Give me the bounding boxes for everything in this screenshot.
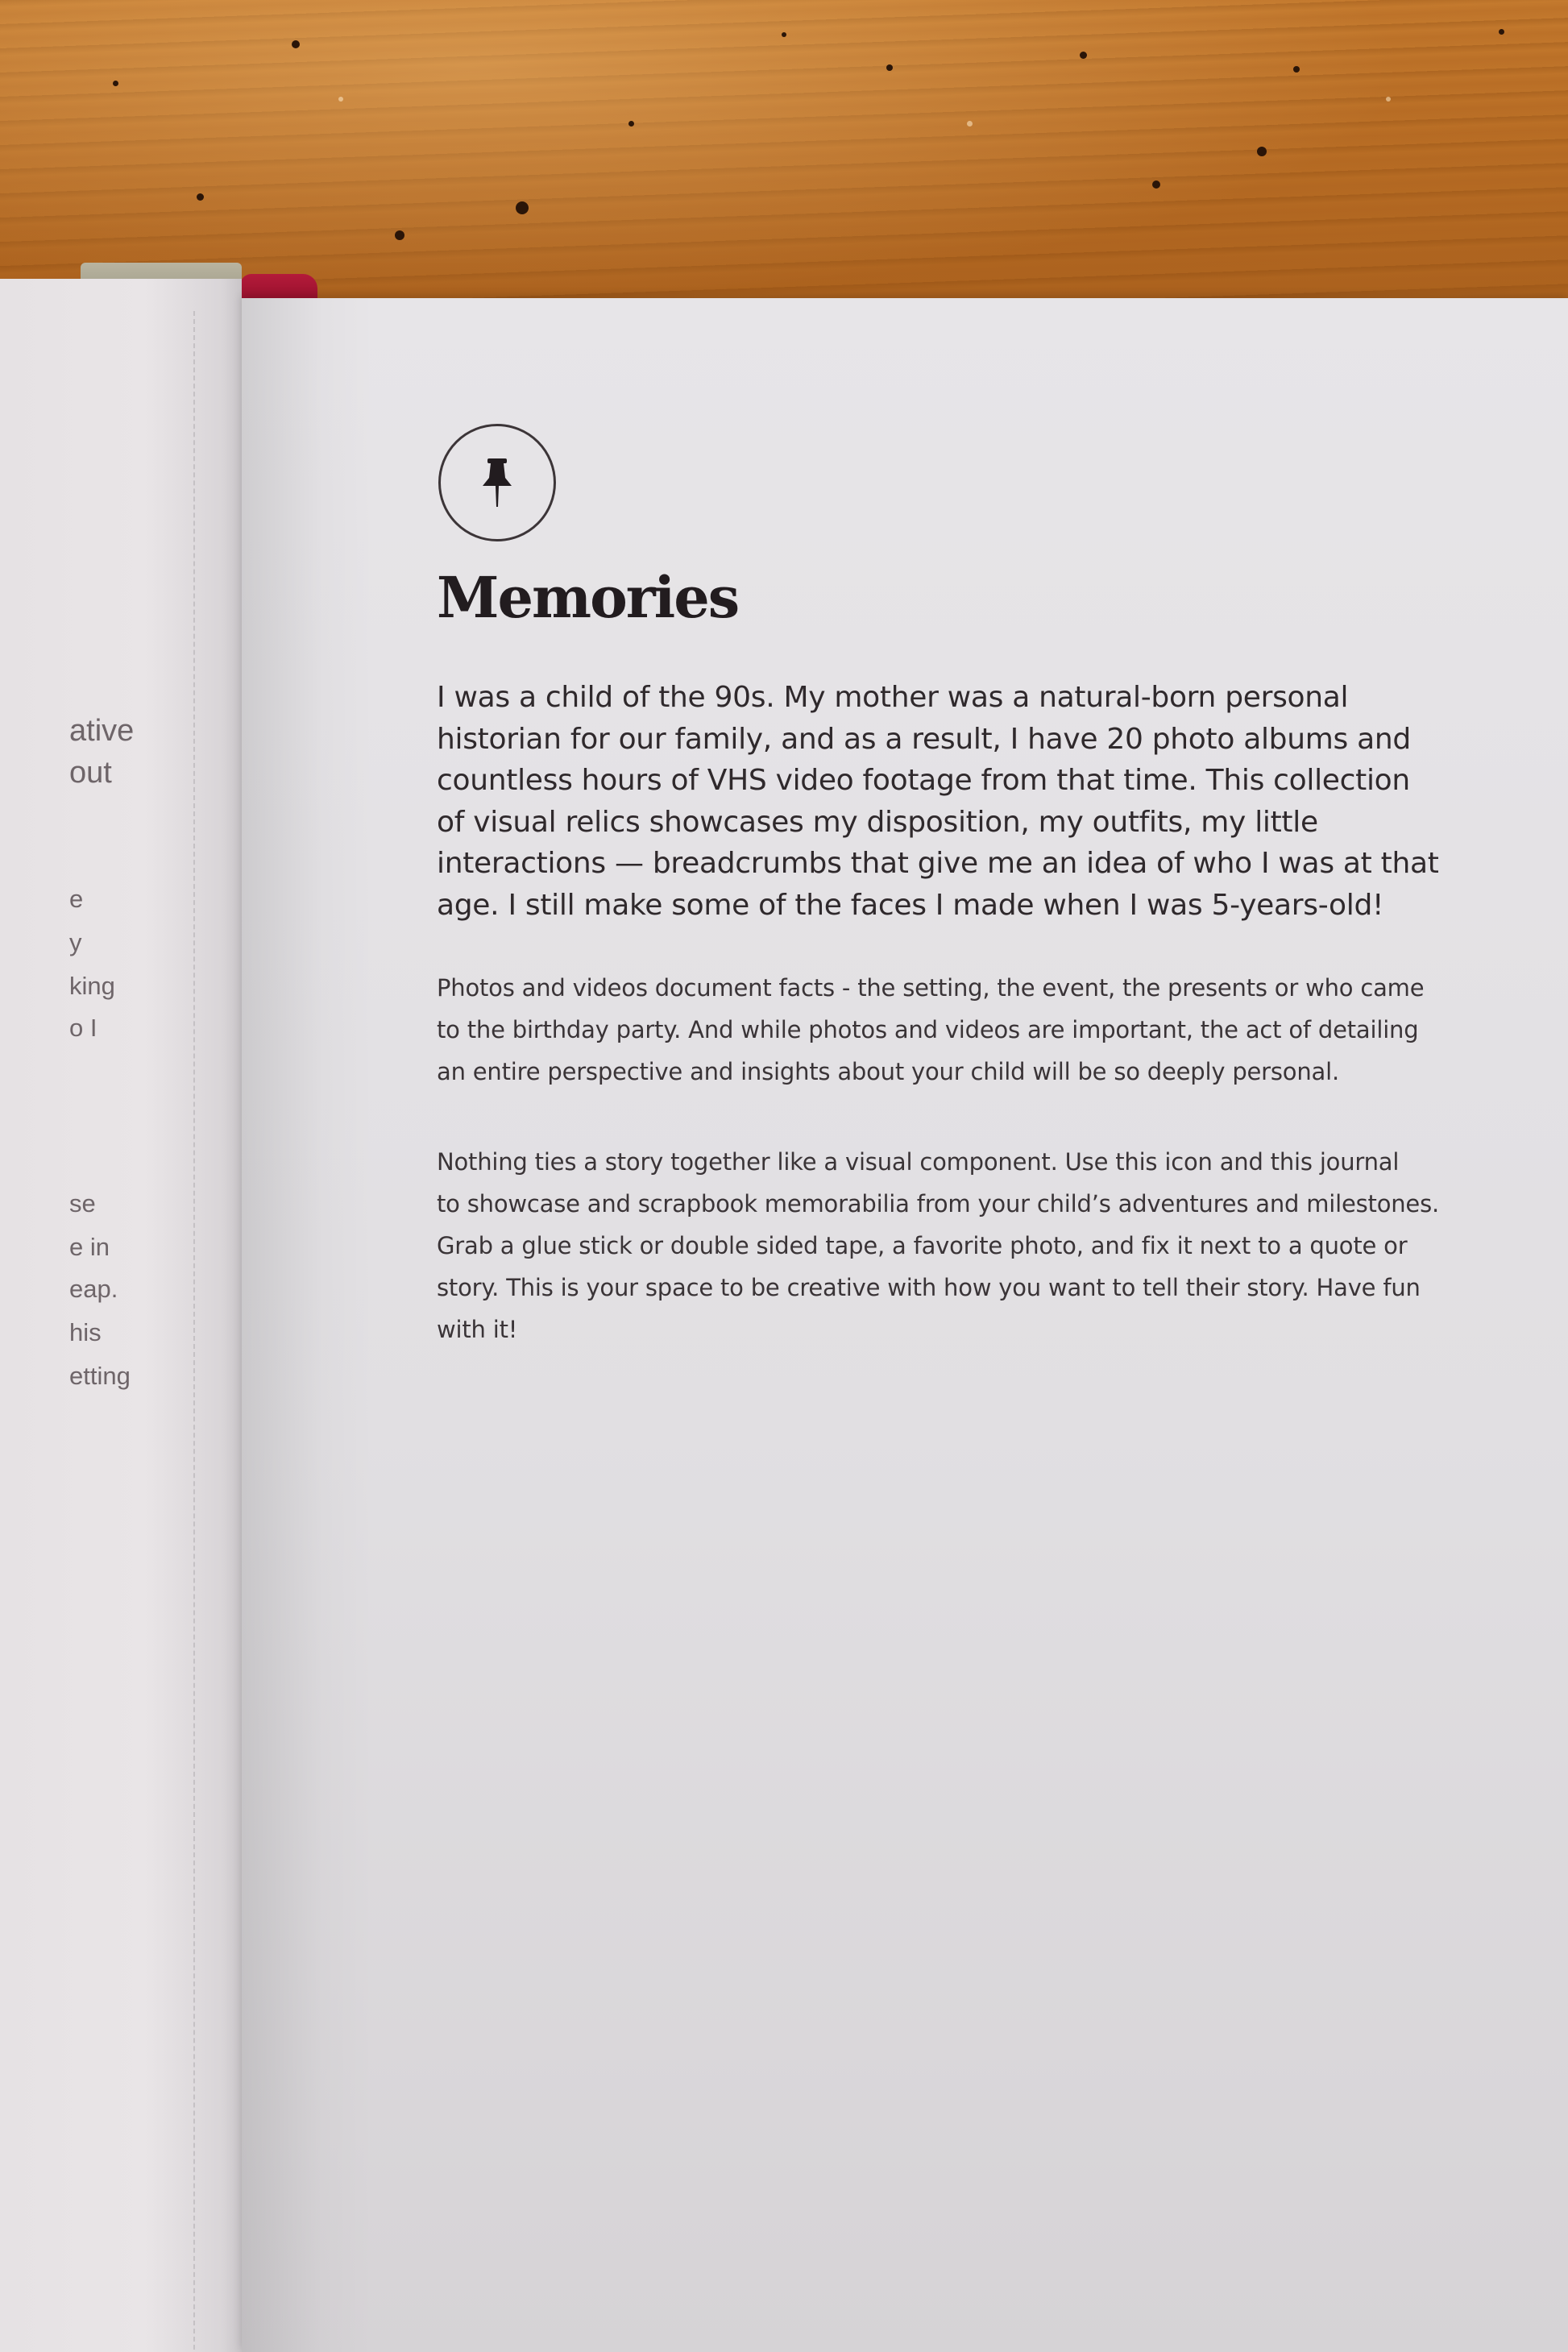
lead-line: countless hours of VHS video footage from that time. This collection (437, 764, 1410, 797)
wood-speck (1499, 29, 1504, 35)
left-fragment: out (69, 756, 112, 790)
wood-speck (1080, 52, 1087, 59)
body-line: to showcase and scrapbook memorabilia from your child’s adventures and milestones. (437, 1190, 1439, 1217)
wood-speck (338, 97, 343, 102)
left-fragment: ative (69, 714, 135, 748)
lead-line: of visual relics showcases my disposition, my outfits, my little (437, 805, 1318, 839)
right-page (242, 298, 1568, 2352)
page-title: Memories (437, 564, 739, 631)
lead-line: interactions — breadcrumbs that give me an idea of who I was at that (437, 847, 1439, 880)
pushpin-icon (441, 426, 554, 539)
left-fragment: e (69, 885, 84, 913)
wood-speck (1257, 147, 1267, 156)
lead-line: I was a child of the 90s. My mother was a natural-born personal (437, 681, 1349, 714)
body-line: Nothing ties a story together like a visual component. Use this icon and this journal (437, 1148, 1400, 1176)
wood-speck (197, 193, 204, 201)
pushpin-badge (438, 424, 556, 541)
lead-line: age. I still make some of the faces I made when I was 5-years-old! (437, 888, 1384, 922)
wood-speck (782, 32, 786, 37)
left-page (0, 279, 242, 2352)
body-line: to the birthday party. And while photos and videos are important, the act of detailing (437, 1016, 1419, 1043)
left-fragment: se (69, 1189, 96, 1217)
left-page-text (0, 279, 242, 2352)
wood-speck (395, 230, 404, 240)
wood-speck (292, 40, 300, 48)
wood-speck (1293, 66, 1300, 73)
wood-speck (1386, 97, 1391, 102)
wood-speck (516, 201, 529, 214)
wood-speck (628, 121, 634, 127)
left-fragment: his (69, 1318, 102, 1346)
body-line: story. This is your space to be creative with how you want to tell their story. Have fun (437, 1274, 1421, 1301)
wood-speck (1152, 180, 1160, 189)
wood-speck (886, 64, 893, 71)
body-line: Grab a glue stick or double sided tape, a favorite photo, and fix it next to a quote or (437, 1232, 1408, 1259)
left-fragment: e in (69, 1233, 110, 1261)
left-fragment: eap. (69, 1275, 118, 1303)
body-line: with it! (437, 1316, 518, 1343)
lead-paragraph (437, 677, 1533, 926)
body-paragraph-1 (437, 967, 1533, 1093)
body-line: Photos and videos document facts - the setting, the event, the presents or who came (437, 974, 1425, 1002)
left-fragment: king (69, 972, 115, 1000)
body-paragraph-2 (437, 1141, 1533, 1350)
left-fragment: y (69, 928, 82, 956)
body-line: an entire perspective and insights about your child will be so deeply personal. (437, 1058, 1339, 1085)
lead-line: historian for our family, and as a result, I have 20 photo albums and (437, 722, 1411, 756)
wood-speck (113, 81, 118, 86)
left-fragment: o I (69, 1014, 97, 1042)
wood-speck (967, 121, 973, 127)
left-fragment: etting (69, 1362, 131, 1390)
